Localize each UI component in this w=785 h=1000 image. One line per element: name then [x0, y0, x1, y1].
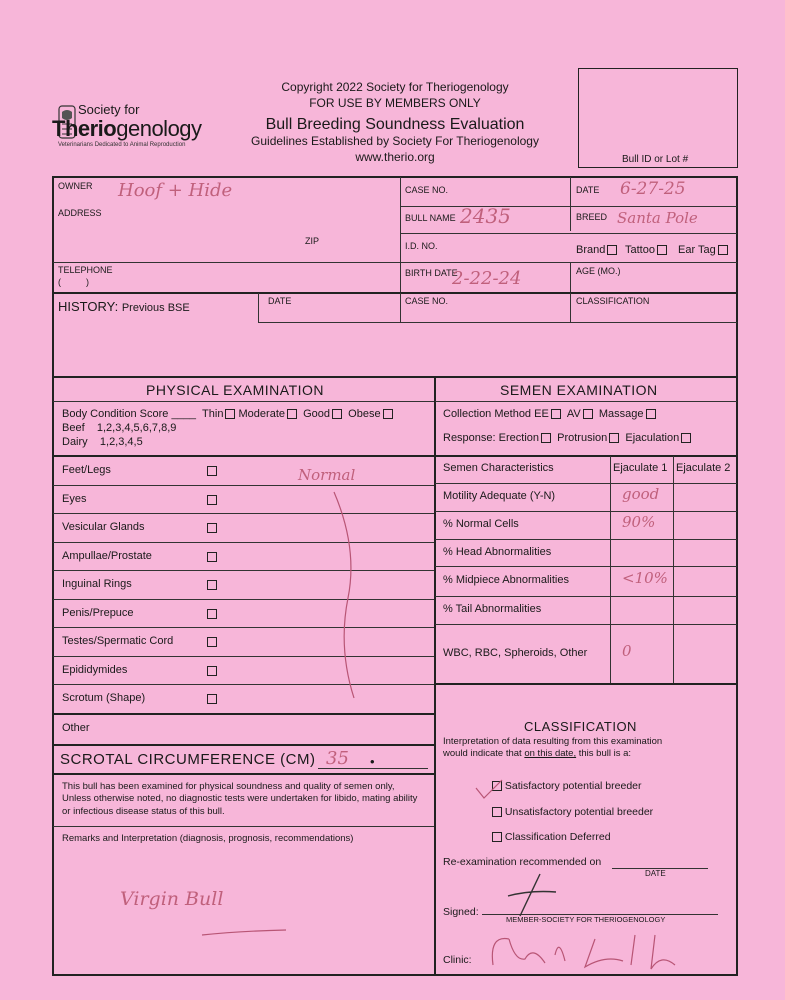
logo-wordmark: Theriogenology	[52, 116, 202, 141]
owner-value[interactable]: Hoof + Hide	[118, 180, 233, 201]
normal-bracket-icon	[330, 488, 370, 703]
brand-checkbox-icon[interactable]	[607, 245, 617, 255]
row-divider	[435, 511, 737, 512]
birth-date-label: BIRTH DATE	[405, 268, 458, 278]
remarks-underline-icon	[200, 925, 290, 940]
date-value[interactable]: 6-27-25	[620, 179, 686, 199]
bull-id-label: Bull ID or Lot #	[622, 154, 689, 165]
semen-exam-title: SEMEN EXAMINATION	[500, 382, 658, 398]
ejaculate1-value[interactable]: good	[622, 485, 660, 503]
physical-item-label: Inguinal Rings	[62, 578, 132, 590]
physical-item-label: Epididymides	[62, 663, 128, 676]
signed-label: Signed:	[443, 906, 479, 918]
physical-item-checkbox-icon[interactable]	[207, 523, 217, 533]
remarks-value[interactable]: Virgin Bull	[120, 888, 224, 910]
physical-item-label: Feet/Legs	[62, 464, 111, 476]
deferred-option[interactable]: Classification Deferred	[490, 831, 611, 843]
semen-row-label: % Midpiece Abnormalities	[443, 574, 569, 586]
collection-method-row: Collection Method EE AV Massage	[443, 408, 656, 420]
row-divider	[435, 596, 737, 597]
erection-checkbox-icon[interactable]	[541, 433, 551, 443]
form-title: Bull Breeding Soundness Evaluation	[265, 116, 525, 133]
row-divider	[53, 485, 434, 486]
physical-item-label: Scrotum (Shape)	[62, 692, 146, 704]
logo-society-text: Society for	[78, 102, 140, 117]
address-label: ADDRESS	[58, 208, 102, 218]
row-divider	[53, 570, 434, 571]
ejaculate1-value[interactable]: 90%	[622, 513, 656, 531]
tattoo-option[interactable]: Tattoo	[625, 244, 667, 256]
physical-item-label: Vesicular Glands	[62, 521, 145, 533]
unsatisfactory-checkbox-icon[interactable]	[492, 807, 502, 817]
physical-item-checkbox-icon[interactable]	[207, 637, 217, 647]
brand-option[interactable]: Brand	[576, 244, 617, 256]
physical-item-label: Ampullae/Prostate	[62, 549, 152, 562]
beef-scale: Beef 1,2,3,4,5,6,7,8,9	[62, 422, 177, 434]
id-no-label: I.D. NO.	[405, 241, 438, 251]
body-condition-row: Body Condition Score ____ Thin Moderate Good Obese	[62, 408, 393, 420]
bull-name-label: BULL NAME	[405, 213, 456, 223]
scrotal-title: SCROTAL CIRCUMFERENCE (CM)	[60, 751, 316, 768]
physical-item-checkbox-icon[interactable]	[207, 466, 217, 476]
physical-item-checkbox-icon[interactable]	[207, 552, 217, 562]
website-text: www.therio.org	[355, 150, 435, 164]
case-no-label: CASE NO.	[405, 185, 449, 195]
physical-item-label: Testes/Spermatic Cord	[62, 635, 174, 647]
row-divider	[53, 656, 434, 657]
signature-mark[interactable]	[500, 870, 560, 920]
ejaculation-checkbox-icon[interactable]	[681, 433, 691, 443]
history-classification-label: CLASSIFICATION	[576, 296, 650, 306]
physical-item-checkbox-icon[interactable]	[207, 666, 217, 676]
reexam-label: Re-examination recommended on	[443, 856, 602, 868]
physical-item-label: Penis/Prepuce	[62, 606, 134, 619]
history-case-label: CASE NO.	[405, 296, 449, 306]
semen-row-label: % Normal Cells	[443, 518, 519, 530]
history-label: HISTORY: Previous BSE	[58, 299, 190, 314]
dairy-scale: Dairy 1,2,3,4,5	[62, 436, 143, 448]
remarks-label: Remarks and Interpretation (diagnosis, prognosis, recommendations)	[62, 833, 354, 844]
clinic-label: Clinic:	[443, 954, 472, 966]
logo-tagline: Veterinarians Dedicated to Animal Reproduction	[58, 142, 186, 148]
satisfactory-option[interactable]: Satisfactory potential breeder	[490, 780, 642, 792]
semen-row-label: Motility Adequate (Y-N)	[443, 490, 556, 502]
scrotal-value[interactable]: 35	[326, 748, 349, 769]
row-divider	[53, 627, 434, 628]
eartag-option[interactable]: Ear Tag	[678, 244, 728, 256]
telephone-label: TELEPHONE	[58, 265, 113, 275]
row-divider	[435, 539, 737, 540]
av-checkbox-icon[interactable]	[583, 409, 593, 419]
protrusion-checkbox-icon[interactable]	[609, 433, 619, 443]
ejaculate2-header: Ejaculate 2	[676, 462, 731, 474]
row-divider	[53, 513, 434, 514]
deferred-checkbox-icon[interactable]	[492, 832, 502, 842]
eartag-checkbox-icon[interactable]	[718, 245, 728, 255]
massage-checkbox-icon[interactable]	[646, 409, 656, 419]
member-label: MEMBER-SOCIETY FOR THERIOGENOLOGY	[506, 915, 666, 924]
breed-value[interactable]: Santa Pole	[617, 209, 698, 227]
bull-id-box[interactable]	[578, 68, 738, 168]
physical-item-checkbox-icon[interactable]	[207, 580, 217, 590]
semen-row-label: % Tail Abnormalities	[443, 603, 542, 615]
copyright-text: Copyright 2022 Society for Theriogenology	[281, 80, 509, 94]
normal-note[interactable]: Normal	[298, 466, 356, 484]
ee-checkbox-icon[interactable]	[551, 409, 561, 419]
reexam-date-label: DATE	[645, 869, 666, 878]
ejaculate1-value[interactable]: <10%	[622, 569, 668, 587]
zip-label: ZIP	[305, 236, 320, 246]
row-divider	[53, 684, 434, 685]
response-row: Response: Erection Protrusion Ejaculation	[443, 432, 691, 444]
row-divider	[53, 542, 434, 543]
interp-line1: Interpretation of data resulting from this examination	[443, 736, 663, 747]
date-label: DATE	[576, 185, 600, 195]
ejaculate1-header: Ejaculate 1	[613, 462, 668, 474]
semen-row-label: % Head Abnormalities	[443, 545, 552, 558]
bull-name-value[interactable]: 2435	[460, 204, 511, 228]
row-divider	[435, 483, 737, 484]
scrotal-decimal-dot: •	[370, 754, 375, 769]
owner-label: OWNER	[58, 181, 93, 191]
semen-char-label: Semen Characteristics	[443, 462, 554, 474]
physical-item-checkbox-icon[interactable]	[207, 694, 217, 704]
satisfactory-checkmark-icon	[474, 778, 504, 802]
interp-line2: would indicate that on this date, this bull is a:	[443, 748, 632, 759]
disclaimer-text: This bull has been examined for physical soundness and quality of semen only, Unless otherwise noted, no diagnostic tests were undertaken for libido, mating ability or infectious disease status of this bull.	[62, 781, 418, 817]
telephone-parens: ( )	[58, 277, 89, 287]
row-divider	[435, 624, 737, 625]
moderate-checkbox-icon[interactable]	[287, 409, 297, 419]
obese-checkbox-icon[interactable]	[383, 409, 393, 419]
breed-label: BREED	[576, 212, 608, 222]
unsatisfactory-option[interactable]: Unsatisfactory potential breeder	[490, 806, 653, 818]
physical-item-checkbox-icon[interactable]	[207, 495, 217, 505]
clinic-signature-mark[interactable]	[485, 925, 705, 973]
physical-item-checkbox-icon[interactable]	[207, 609, 217, 619]
physical-exam-title: PHYSICAL EXAMINATION	[146, 382, 325, 398]
semen-row-label: WBC, RBC, Spheroids, Other	[443, 646, 588, 659]
age-label: AGE (MO.)	[576, 266, 621, 276]
good-checkbox-icon[interactable]	[332, 409, 342, 419]
history-date-label: DATE	[268, 296, 292, 306]
members-only-text: FOR USE BY MEMBERS ONLY	[309, 96, 481, 110]
row-divider	[53, 599, 434, 600]
physical-item-label: Eyes	[62, 492, 87, 505]
tattoo-checkbox-icon[interactable]	[657, 245, 667, 255]
row-divider	[435, 566, 737, 567]
thin-checkbox-icon[interactable]	[225, 409, 235, 419]
guidelines-text: Guidelines Established by Society For Theriogenology	[251, 134, 539, 148]
classification-title: CLASSIFICATION	[524, 719, 637, 734]
ejaculate1-value[interactable]: 0	[622, 641, 632, 660]
other-label: Other	[62, 722, 90, 734]
birth-date-value[interactable]: 2-22-24	[452, 268, 522, 289]
